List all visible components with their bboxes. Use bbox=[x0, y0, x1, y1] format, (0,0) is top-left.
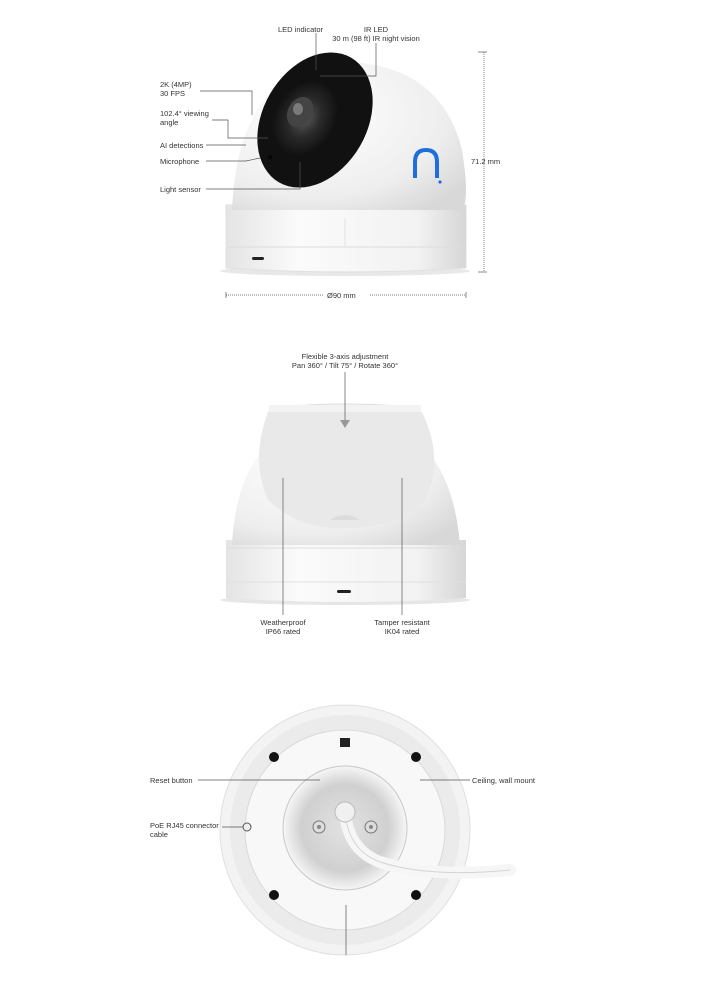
ai-detections-label: AI detections bbox=[160, 141, 204, 150]
adjustment-line2: Pan 360° / Tilt 75° / Rotate 360° bbox=[291, 361, 399, 370]
ir-led-line2: 30 m (98 ft) IR night vision bbox=[332, 34, 420, 43]
ir-led-line1: IR LED bbox=[363, 25, 389, 34]
viewing-angle-line1: 102.4° viewing bbox=[160, 109, 209, 118]
microphone-label: Microphone bbox=[160, 157, 200, 166]
viewing-angle-line2: angle bbox=[160, 118, 179, 127]
weatherproof-line1: Weatherproof bbox=[260, 618, 306, 627]
reset-button-label: Reset button bbox=[150, 776, 193, 785]
front-camera-view bbox=[220, 32, 470, 276]
light-sensor-label: Light sensor bbox=[160, 185, 201, 194]
adjustment-label bbox=[270, 352, 420, 370]
diameter-dimension-label: Ø90 mm bbox=[327, 291, 356, 300]
weatherproof-label bbox=[243, 618, 323, 636]
tamper-line2: IK04 rated bbox=[384, 627, 420, 636]
resolution-line2: 30 FPS bbox=[160, 89, 186, 98]
adjustment-line1: Flexible 3-axis adjustment bbox=[301, 352, 389, 361]
tamper-line1: Tamper resistant bbox=[374, 618, 430, 627]
rear-camera-view bbox=[220, 404, 470, 605]
resolution-label bbox=[160, 80, 192, 98]
tamper-resistant-label bbox=[362, 618, 442, 636]
ceiling-mount-label: Ceiling, wall mount bbox=[472, 776, 535, 785]
poe-line2: cable bbox=[150, 830, 168, 839]
ir-led-label bbox=[330, 25, 422, 43]
height-dimension-label: 71.2 mm bbox=[471, 157, 501, 166]
resolution-line1: 2K (4MP) bbox=[160, 80, 192, 89]
bottom-camera-view bbox=[220, 705, 510, 955]
weatherproof-line2: IP66 rated bbox=[265, 627, 301, 636]
poe-connector-label bbox=[150, 821, 219, 839]
poe-line1: PoE RJ45 connector bbox=[150, 821, 219, 830]
led-indicator-label: LED indicator bbox=[278, 25, 324, 34]
viewing-angle-label bbox=[160, 109, 209, 127]
